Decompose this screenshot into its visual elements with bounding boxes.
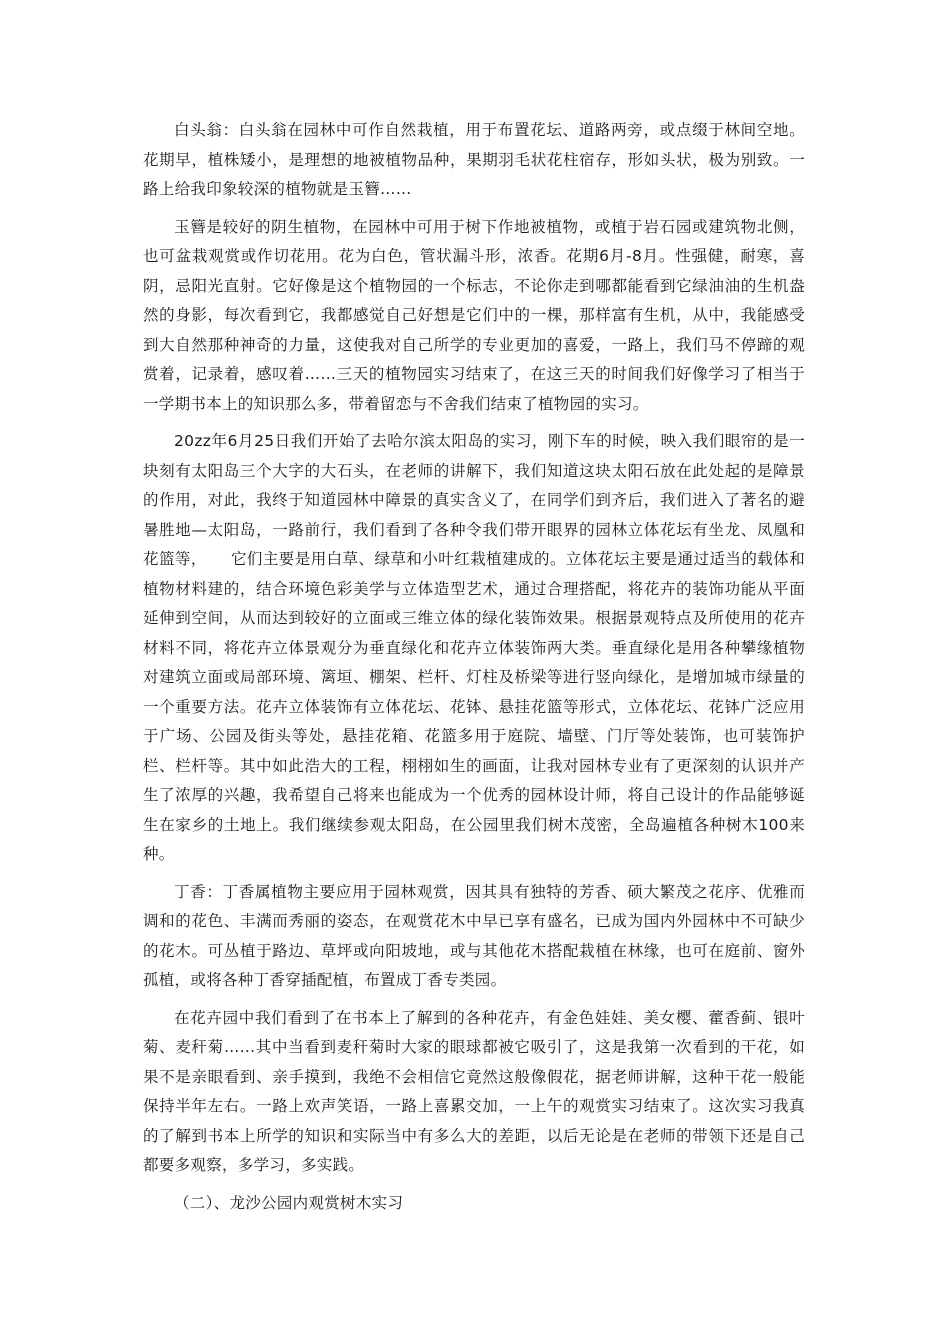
paragraph-dingxiang: 丁香：丁香属植物主要应用于园林观赏，因其具有独特的芳香、硕大繁茂之花序、优雅而调和的花色、丰满而秀丽的姿态，在观赏花木中早已享有盛名，已成为国内外园林中不可缺少的花木。可丛植于路边、草坪或向阳坡地，或与其他花木搭配栽植在林缘，也可在庭前、窗外孤植，或将各种丁香穿插配植，布置成丁香专类园。	[143, 882, 805, 989]
paragraph-huahuiyuan: 在花卉园中我们看到了在书本上了解到的各种花卉，有金色娃娃、美女樱、藿香蓟、银叶菊、麦秆菊……其中当看到麦秆菊时大家的眼球都被它吸引了，这是我第一次看到的干花，如果不是亲眼看到、亲手摸到，我绝不会相信它竟然这般像假花，据老师讲解，这种干花一般能保持半年左右。一路上欢声笑语，一路上喜累交加，一上午的观赏实习结束了。这次实习我真的了解到书本上所学的知识和实际当中有多么大的差距，以后无论是在老师的带领下还是自己都要多观察，多学习，多实践。	[143, 1008, 805, 1174]
paragraph-yuzan: 玉簪是较好的阴生植物，在园林中可用于树下作地被植物，或植于岩石园或建筑物北侧，也可盆栽观赏或作切花用。花为白色，管状漏斗形，浓香。花期6月-8月。性强健，耐寒，喜阴，忌阳光直射。它好像是这个植物园的一个标志，不论你走到哪都能看到它绿油油的生机盎然的身影，每次看到它，我都感觉自己好想是它们中的一棵，那样富有生机，从中，我能感受到大自然那种神奇的力量，这使我对自己所学的专业更加的喜爱，一路上，我们马不停蹄的观赏着，记录着，感叹着……三天的植物园实习结束了，在这三天的时间我们好像学习了相当于一学期书本上的知识那么多，带着留恋与不舍我们结束了植物园的实习。	[143, 217, 805, 413]
paragraph-baitouweng: 白头翁：白头翁在园林中可作自然栽植，用于布置花坛、道路两旁，或点缀于林间空地。花期早，植株矮小，是理想的地被植物品种，果期羽毛状花柱宿存，形如头状，极为别致。一路上给我印象较深的植物就是玉簪……	[143, 121, 805, 198]
document-body	[143, 116, 805, 1218]
paragraph-taiyangdao: 20zz年6月25日我们开始了去哈尔滨太阳岛的实习，刚下车的时候，映入我们眼帘的是一块刻有太阳岛三个大字的大石头，在老师的讲解下，我们知道这块太阳石放在此处起的是障景的作用，对此，我终于知道园林中障景的真实含义了，在同学们到齐后，我们进入了著名的避暑胜地—太阳岛，一路前行，我们看到了各种令我们带开眼界的园林立体花坛有坐龙、凤凰和花篮等， 它们主要是用白草、绿草和小叶红栽植建成的。立体花坛主要是通过适当的载体和植物材料建的，结合环境色彩美学与立体造型艺术，通过合理搭配，将花卉的装饰功能从平面延伸到空间，从而达到较好的立面或三维立体的绿化装饰效果。根据景观特点及所使用的花卉材料不同，将花卉立体景观分为垂直绿化和花卉立体装饰两大类。垂直绿化是用各种攀缘植物对建筑立面或局部环境、篱垣、棚架、栏杆、灯柱及桥梁等进行竖向绿化，是增加城市绿量的一个重要方法。花卉立体装饰有立体花坛、花钵、悬挂花篮等形式，立体花坛、花钵广泛应用于广场、公园及街头等处，悬挂花箱、花篮多用于庭院、墙壁、门厅等处装饰，也可装饰护栏、栏杆等。其中如此浩大的工程，栩栩如生的画面，让我对园林专业有了更深刻的认识并产生了浓厚的兴趣，我希望自己将来也能成为一个优秀的园林设计师，将自己设计的作品能够诞生在家乡的土地上。我们继续参观太阳岛，在公园里我们树木茂密，全岛遍植各种树木100来种。	[143, 432, 805, 863]
section-heading: （二）、龙沙公园内观赏树木实习	[174, 1193, 404, 1212]
